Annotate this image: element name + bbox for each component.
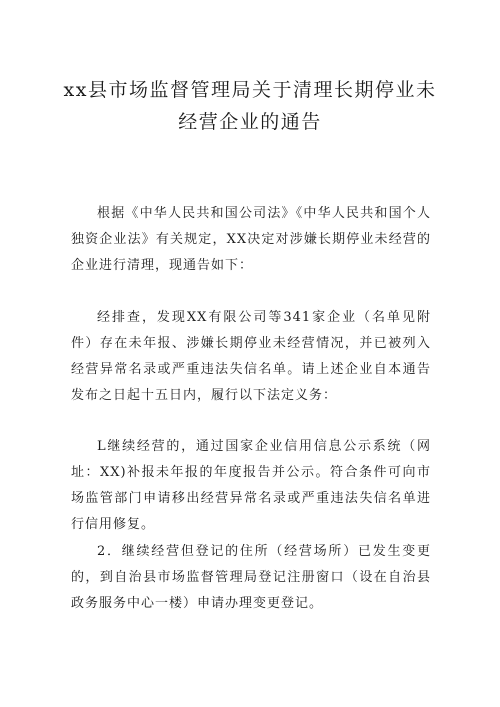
paragraph-obligation-2: 2．继续经营但登记的住所（经营场所）已发生变更的，到自治县市场监督管理局登记注册窗口（设在自治县政务服务中心一楼）申请办理变更登记。 (71, 544, 431, 611)
document-title-line-1: xx县市场监督管理局关于清理长期停业未 (63, 79, 437, 101)
paragraph-obligation-1: L继续经营的，通过国家企业信用信息公示系统（网址：XX)补报未年报的年度报告并公示。符合条件可向市场监管部门申请移出经营异常名录或严重违法失信名单进行信用修复。 (71, 439, 431, 532)
paragraph-investigation: 经排查，发现XX有限公司等341家企业（名单见附件）存在未年报、涉嫌长期停业未经营情况，并已被列入经营异常名录或严重违法失信名单。请上述企业自本通告发布之日起十五日内，履行以下法定义务： (71, 310, 431, 403)
document-title-line-2: 经营企业的通告 (178, 111, 322, 133)
paragraph-legal-basis: 根据《中华人民共和国公司法》《中华人民共和国个人独资企业法》有关规定，XX决定对涉嫌长期停业未经营的企业进行清理，现通告如下： (71, 206, 431, 273)
